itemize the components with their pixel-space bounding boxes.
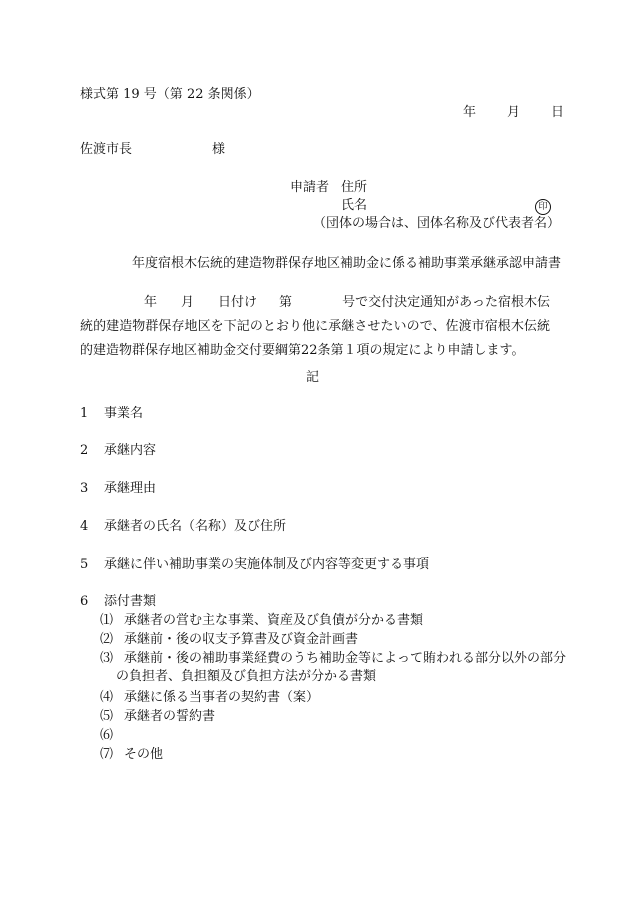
attachment-3-continued: の負担者、負担額及び負担方法が分かる書類	[116, 669, 377, 684]
attachment-1	[100, 612, 423, 630]
attachment-3	[100, 650, 566, 668]
date-line	[463, 104, 564, 122]
attachment-number: ⑸	[100, 709, 114, 724]
item-number: 3	[80, 481, 89, 496]
attachment-5	[100, 708, 215, 726]
attachment-text: 承継前・後の収支予算書及び資金計画書	[124, 632, 359, 647]
body-paragraph	[80, 291, 550, 363]
attachment-7	[100, 746, 163, 764]
applicant-address-label: 住所	[341, 180, 368, 195]
attachment-4	[100, 689, 319, 707]
body-year: 年	[144, 295, 158, 310]
attachment-6	[100, 727, 124, 745]
attachment-2	[100, 631, 358, 649]
applicant-label: 申請者	[290, 180, 330, 195]
attachment-number: ⑵	[100, 632, 114, 647]
date-day: 日	[551, 105, 565, 120]
body-text: 号で交付決定通知があった宿根木伝統的建造物群保存地区を下記のとおり他に承継させたいので、佐渡市宿根木伝統的建造物群保存地区補助金交付要綱第22条第１項の規定により申請します。	[80, 295, 550, 358]
item-number: 5	[80, 557, 89, 572]
applicant-note: （団体の場合は、団体名称及び代表者名）	[313, 216, 561, 231]
date-month: 月	[507, 105, 521, 120]
item-number: 2	[80, 443, 89, 458]
attachment-text: 承継者の営む主な事業、資産及び負債が分かる書類	[124, 613, 424, 628]
attachment-text: 承継に係る当事者の契約書（案）	[124, 690, 320, 705]
item-1	[80, 405, 143, 423]
item-label: 事業名	[104, 406, 144, 421]
item-label: 添付書類	[104, 594, 157, 609]
item-6	[80, 593, 156, 611]
attachment-number: ⑶	[100, 651, 114, 666]
attachment-text: その他	[124, 747, 164, 762]
item-number: 4	[80, 519, 89, 534]
attachment-number: ⑹	[100, 728, 114, 743]
body-date-suffix: 日付け	[218, 295, 258, 310]
item-label: 承継に伴い補助事業の実施体制及び内容等変更する事項	[104, 557, 430, 572]
ki-heading: 記	[306, 370, 320, 385]
item-5	[80, 556, 429, 574]
item-label: 承継理由	[104, 481, 157, 496]
item-2	[80, 442, 156, 460]
item-label: 承継者の氏名（名称）及び住所	[104, 519, 287, 534]
seal-mark: 印	[535, 199, 551, 215]
item-number: 1	[80, 406, 89, 421]
attachment-text: 承継者の誓約書	[124, 709, 216, 724]
attachment-text: 承継前・後の補助事業経費のうち補助金等によって賄われる部分以外の部分	[124, 651, 567, 666]
body-dai: 第	[279, 295, 293, 310]
item-3	[80, 480, 156, 498]
attachment-number: ⑺	[100, 747, 114, 762]
attachment-number: ⑴	[100, 613, 114, 628]
addressee-honorific: 様	[212, 142, 226, 157]
attachment-number: ⑷	[100, 690, 114, 705]
item-label: 承継内容	[104, 443, 157, 458]
form-number: 様式第 19 号（第 22 条関係）	[80, 87, 260, 102]
body-month: 月	[181, 295, 195, 310]
addressee-name: 佐渡市長	[80, 142, 133, 157]
item-number: 6	[80, 594, 89, 609]
item-4	[80, 518, 286, 536]
applicant-name-label: 氏名	[341, 198, 368, 213]
date-year: 年	[463, 105, 477, 120]
document-title: 年度宿根木伝統的建造物群保存地区補助金に係る補助事業承継承認申請書	[132, 256, 562, 271]
